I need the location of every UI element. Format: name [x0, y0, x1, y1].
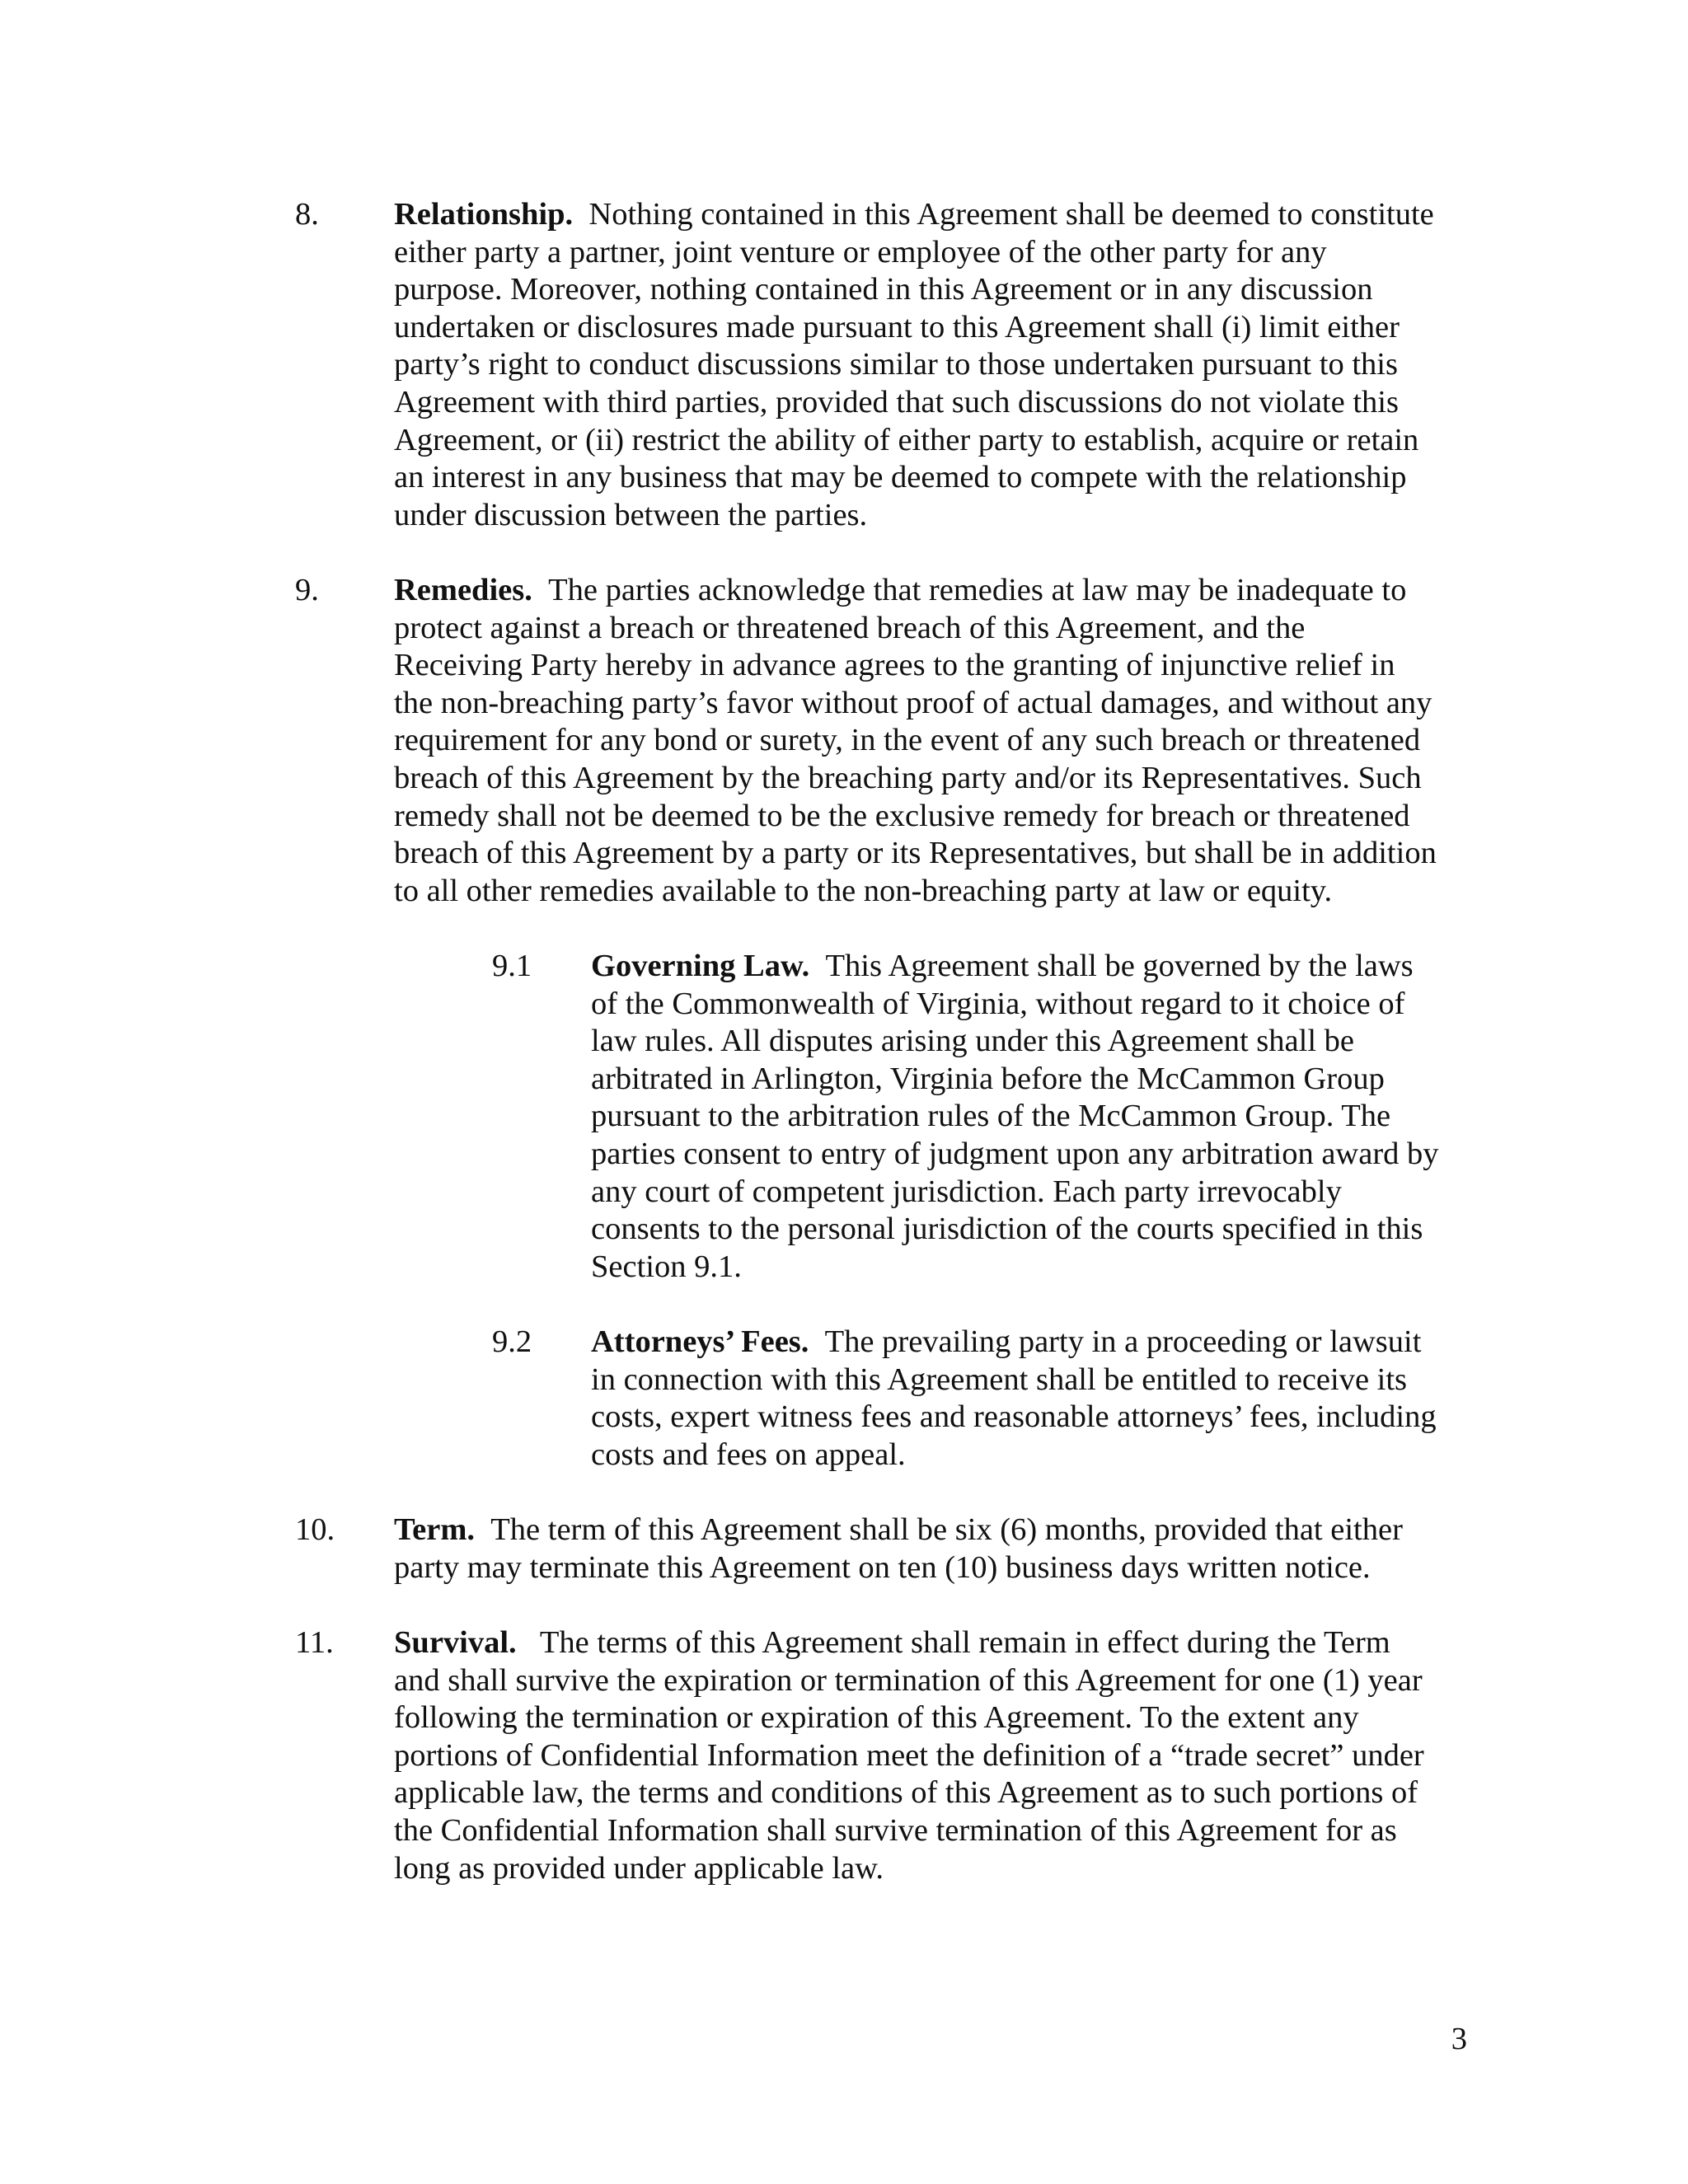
- text-line: This Agreement shall be governed by the laws: [825, 949, 1414, 983]
- text-line: the Confidential Information shall survive termination of this Agreement for as: [394, 1812, 1397, 1848]
- text-line: undertaken or disclosures made pursuant to this Agreement shall (i) limit either: [394, 309, 1400, 344]
- text-line: The terms of this Agreement shall remain in effect during the Term: [532, 1625, 1390, 1660]
- text-line: Nothing contained in this Agreement shall be deemed to constitute: [588, 197, 1434, 232]
- text-line: any court of competent jurisdiction. Each party irrevocably: [591, 1174, 1342, 1209]
- section-first-line: [394, 1511, 1482, 1549]
- text-line: to all other remedies available to the non-breaching party at law or equity.: [394, 873, 1333, 908]
- text-line: an interest in any business that may be deemed to compete with the relationship: [394, 460, 1407, 495]
- section-first-line: [394, 196, 1482, 234]
- section-number: 10.: [295, 1512, 335, 1547]
- text-line: remedy shall not be deemed to be the exclusive remedy for breach or threatened: [394, 798, 1410, 833]
- section-number: 9.: [295, 573, 319, 607]
- text-line: portions of Confidential Information meet the definition of a “trade secret” under: [394, 1737, 1424, 1773]
- section-number: 9.1: [492, 949, 532, 983]
- page-number: 3: [1451, 2022, 1467, 2056]
- text-line: Agreement, or (ii) restrict the ability of either party to establish, acquire or retain: [394, 422, 1419, 457]
- text-line: under discussion between the parties.: [394, 497, 868, 532]
- text-line: The term of this Agreement shall be six (6) months, provided that either: [490, 1512, 1403, 1547]
- text-line: arbitrated in Arlington, Virginia before the McCammon Group: [591, 1061, 1385, 1096]
- section-number: 11.: [295, 1625, 334, 1660]
- text-line: costs and fees on appeal.: [591, 1436, 906, 1472]
- text-line: Receiving Party hereby in advance agrees to the granting of injunctive relief in: [394, 648, 1395, 683]
- section-heading: Relationship.: [394, 197, 574, 232]
- text-line: consents to the personal jurisdiction of the courts specified in this: [591, 1212, 1423, 1247]
- text-line: either party a partner, joint venture or employee of the other party for any: [394, 234, 1327, 269]
- text-line: and shall survive the expiration or termination of this Agreement for one (1) year: [394, 1662, 1423, 1698]
- text-line: applicable law, the terms and conditions of this Agreement as to such portions of: [394, 1775, 1418, 1811]
- section-heading: Remedies.: [394, 573, 532, 607]
- section-heading: Governing Law.: [591, 949, 810, 983]
- section-body: [591, 948, 1482, 1286]
- text-line: breach of this Agreement by a party or its Representatives, but shall be in addition: [394, 836, 1437, 871]
- text-line: requirement for any bond or surety, in the event of any such breach or threatened: [394, 723, 1421, 758]
- section-heading: Attorneys’ Fees.: [591, 1324, 809, 1359]
- text-line: The parties acknowledge that remedies at law may be inadequate to: [548, 573, 1407, 607]
- text-line: The prevailing party in a proceeding or lawsuit: [824, 1324, 1422, 1359]
- section-heading: Survival.: [394, 1625, 517, 1660]
- text-line: in connection with this Agreement shall be entitled to receive its: [591, 1361, 1408, 1397]
- text-line: following the termination or expiration of this Agreement. To the extent any: [394, 1700, 1359, 1736]
- text-line: protect against a breach or threatened breach of this Agreement, and the: [394, 610, 1306, 645]
- text-line: Section 9.1.: [591, 1249, 742, 1284]
- section-first-line: [591, 1324, 1482, 1361]
- section-body: [394, 196, 1482, 534]
- text-line: long as provided under applicable law.: [394, 1850, 884, 1886]
- text-line: pursuant to the arbitration rules of the McCammon Group. The: [591, 1099, 1391, 1134]
- text-line: the non-breaching party’s favor without proof of actual damages, and without any: [394, 685, 1432, 720]
- text-line: law rules. All disputes arising under this Agreement shall be: [591, 1024, 1354, 1059]
- text-line: of the Commonwealth of Virginia, without regard to it choice of: [591, 986, 1405, 1021]
- section-body: [394, 572, 1482, 910]
- section-body: [394, 1511, 1482, 1586]
- text-line: purpose. Moreover, nothing contained in this Agreement or in any discussion: [394, 272, 1373, 307]
- section-first-line: [394, 572, 1482, 610]
- section-number: 9.2: [492, 1324, 532, 1359]
- text-line: breach of this Agreement by the breaching party and/or its Representatives. Such: [394, 760, 1422, 795]
- section-first-line: [394, 1624, 1482, 1662]
- section-body: [394, 1624, 1482, 1887]
- section-body: [591, 1324, 1482, 1474]
- text-line: party’s right to conduct discussions similar to those undertaken pursuant to this: [394, 347, 1398, 382]
- section-heading: Term.: [394, 1512, 476, 1547]
- text-line: costs, expert witness fees and reasonable attorneys’ fees, including: [591, 1399, 1437, 1435]
- text-line: Agreement with third parties, provided that such discussions do not violate this: [394, 384, 1399, 419]
- section-first-line: [591, 948, 1482, 986]
- section-number: 8.: [295, 197, 319, 232]
- text-line: parties consent to entry of judgment upon any arbitration award by: [591, 1136, 1439, 1171]
- text-line: party may terminate this Agreement on ten (10) business days written notice.: [394, 1549, 1371, 1585]
